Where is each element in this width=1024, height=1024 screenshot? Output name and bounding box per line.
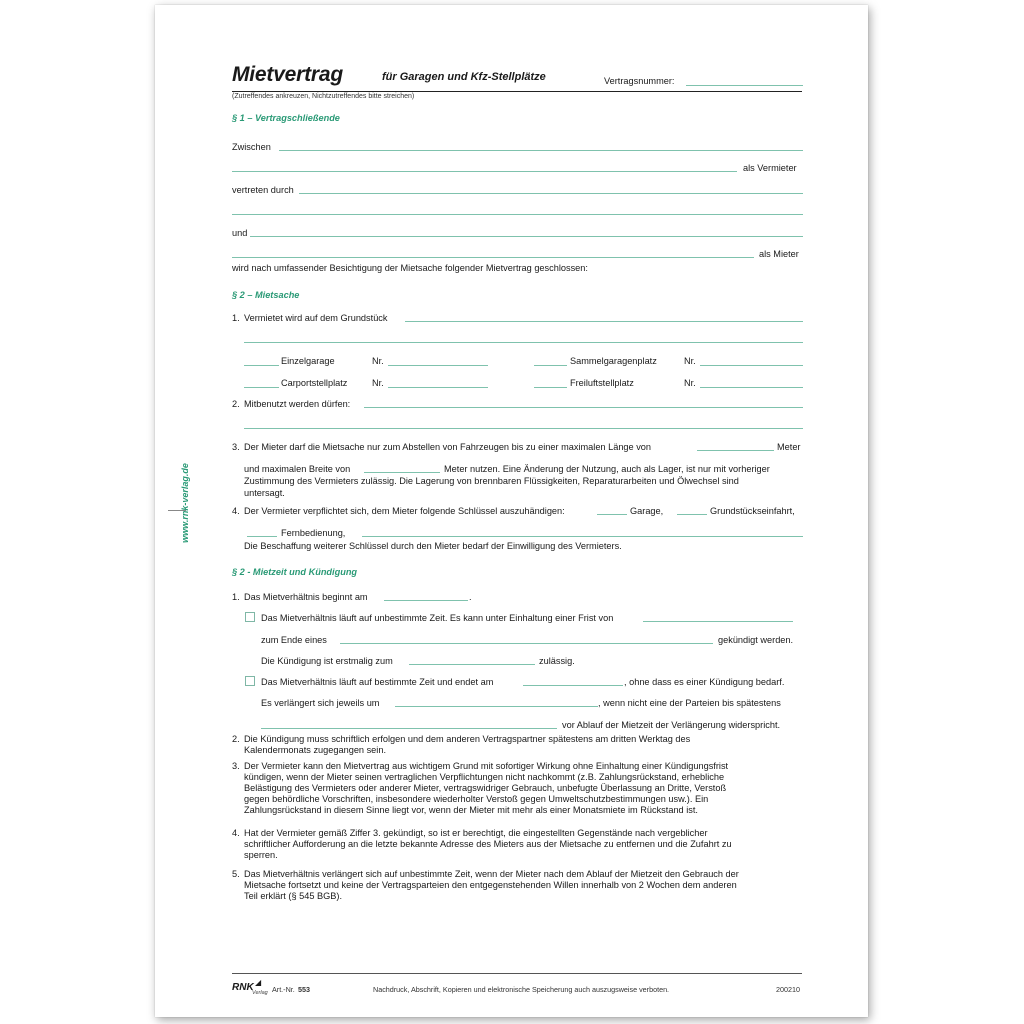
meter-label: Meter: [777, 442, 801, 452]
property-label: Vermietet wird auf dem Grundstück: [244, 313, 388, 323]
extends-post: , wenn nicht eine der Parteien bis spätestens: [598, 698, 781, 708]
unlimited-term-text: Das Mietverhältnis läuft auf unbestimmte Zeit. Es kann unter Einhaltung einer Frist von: [261, 613, 614, 623]
consent-text: Zustimmung des Vermieters zulässig. Die Lagerung von brennbaren Flüssigkeiten, Reparaturarbeiten und Ölwechsel sind: [244, 476, 739, 486]
open-space-label: Freiluftstellplatz: [570, 378, 634, 388]
tenant-field-2[interactable]: [232, 257, 754, 258]
entrance-key-count-field[interactable]: [677, 514, 707, 515]
terminated-label: gekündigt werden.: [718, 635, 794, 645]
open-space-nr-field[interactable]: [700, 387, 803, 388]
limited-term-checkbox[interactable]: [245, 676, 255, 686]
copyright-notice: Nachdruck, Abschrift, Kopieren und elektronische Speicherung auch auszugsweise verboten.: [373, 985, 670, 994]
objection-deadline-field[interactable]: [261, 728, 557, 729]
property-field-1[interactable]: [405, 321, 803, 322]
footer-rule: [232, 973, 802, 974]
garage-key-count-field[interactable]: [597, 514, 627, 515]
shared-use-field-1[interactable]: [364, 407, 803, 408]
logo-arrow-icon: ◢: [255, 978, 262, 987]
contract-number-label: Vertragsnummer:: [604, 76, 675, 86]
extra-keys-text: Die Beschaffung weiterer Schlüssel durch den Mieter bedarf der Einwilligung des Vermieters.: [244, 541, 622, 551]
nr-label: Nr.: [372, 378, 384, 388]
as-landlord-label: als Vermieter: [743, 163, 797, 173]
logo-sub: Verlag: [252, 990, 268, 996]
carport-nr-field[interactable]: [388, 387, 488, 388]
start-label: Das Mietverhältnis beginnt am: [244, 592, 368, 602]
end-date-field[interactable]: [523, 685, 623, 686]
permitted-label: zulässig.: [539, 656, 575, 666]
extends-label: Es verlängert sich jeweils um: [261, 698, 380, 708]
document-page: www.rnk-verlag.de Mietvertrag für Garagen und Kfz-Stellplätze Vertragsnummer: (Zutreffendes ankreuzen, Nichtzutreffendes bitte streichen) § 1 – Vertragschließende Zwischen als Vermieter vertreten durch und als Mieter wird nach umfassender Besichtigung der Mietsache folgender Mietvertrag geschlossen: § 2 – Mietsache 1. Vermietet wird auf dem Grundstück Einzelgarage Nr. Sammelgaragenplatz Nr. Carportstellplatz Nr. Freiluftstellplatz Nr. 2. Mitbenutzt werden dürfen: 3. Der Mieter darf die Mietsache nur zum Abstellen von Fahrzeugen bis zu einer maximalen Länge von Meter und maximalen Breite von Meter nutzen. Eine Änderung der Nutzung, auch als Lager, ist nur mit vorheriger Zustimmung des Vermieters zulässig. Die Lagerung von brennbaren Flüssigkeiten, Reparaturarbeiten und Ölwechsel sind untersagt. 4. Der Vermieter verpflichtet sich, dem Mieter folgende Schlüssel auszuhändigen: Garage, Grundstückseinfahrt, Fernbedienung, Die Beschaffung weiterer Schlüssel durch den Mieter bedarf der Einwilligung des Vermieters. § 2 - Mietzeit und Kündigung 1. Das Mietverhältnis beginnt am . Das Mietverhältnis läuft auf unbestimmte Zeit. Es kann unter Einhaltung einer Frist von zum Ende eines gekündigt werden. Die Kündigung ist erstmalig zum zulässig. Das Mietverhältnis läuft auf bestimmte Zeit und endet am , ohne dass es einer Kündigung bedarf. Es verlängert sich jeweils um , wenn nicht eine der Parteien bis spätestens vor Ablauf der Mietzeit der Verlängerung widerspricht. 2. Die Kündigung muss schriftlich erfolgen und dem anderen Vertragspartner spätestens am dritten Werktag des Kalendermonats zugegangen sein. 3. Der Vermieter kann den Mietvertrag aus wichtigem Grund mit sofortiger Wirkung ohne Einhaltung einer Kündigungsfrist kündigen, wenn der Mieter seinen vertraglichen Verpflichtungen nicht nachkommt (z.B. Zahlungsrückstand, erhebliche Belästigung des Vermieters oder anderer Mieter, vertragswidriger Gebrauch, unbefugte Überlassung an Dritte, Verstoß gegen behördliche Vorschriften, insbesondere wiederholter Verstoß gegen Umweltschutzbestimmungen usw.). Ein Zahlungsrückstand in diesem Sinne liegt vor, wenn der Mieter mit mehr als einer Monatsmiete im Rückstand ist. 4. Hat der Vermieter gemäß Ziffer 3. gekündigt, so ist er berechtigt, die eingestellten Gegenstände nach vergeblicher schriftlicher Aufforderung an die letzte bekannte Adresse des Mieters aus der Mietsache zu entfernen und die Zufahrt zu sperren. 5. Das Mietverhältnis verlängert sich auf unbestimmte Zeit, wenn der Mieter nach dem Ablauf der Mietzeit den Gebrauch der Mietsache fortsetzt und keine der Vertragsparteien den entgegenstehenden Willen innerhalb von 2 Wochen dem anderen Teil erklärt (§ 545 BGB). RNK ◢ Verlag Art.-Nr. 553 Nachdruck, Abschrift, Kopieren und elektronische Speicherung auch auszugsweise verboten. 200210: [155, 5, 868, 1017]
limited-term-text: Das Mietverhältnis läuft auf bestimmte Zeit und endet am: [261, 677, 494, 687]
single-garage-mark[interactable]: [244, 365, 279, 366]
nr-label: Nr.: [684, 378, 696, 388]
side-fold-mark: [168, 510, 186, 511]
limited-term-post: , ohne dass es einer Kündigung bedarf.: [624, 677, 785, 687]
nr-label: Nr.: [684, 356, 696, 366]
collective-garage-label: Sammelgaragenplatz: [570, 356, 657, 366]
between-label: Zwischen: [232, 142, 271, 152]
concluded-text: wird nach umfassender Besichtigung der Mietsache folgender Mietvertrag geschlossen:: [232, 263, 588, 273]
nr-label: Nr.: [372, 356, 384, 366]
single-garage-nr-field[interactable]: [388, 365, 488, 366]
notice-period-field[interactable]: [643, 621, 793, 622]
remote-label: Fernbedienung,: [281, 528, 346, 538]
remote-count-field[interactable]: [247, 536, 277, 537]
instruction-note: (Zutreffendes ankreuzen, Nichtzutreffendes bitte streichen): [232, 93, 415, 100]
collective-garage-nr-field[interactable]: [700, 365, 803, 366]
as-tenant-label: als Mieter: [759, 249, 799, 259]
section-2-heading: § 2 – Mietsache: [232, 290, 300, 300]
page-title: Mietvertrag: [232, 63, 344, 86]
shared-use-label: Mitbenutzt werden dürfen:: [244, 399, 351, 409]
max-length-field[interactable]: [697, 450, 774, 451]
vehicle-width-pre: und maximalen Breite von: [244, 464, 351, 474]
other-keys-field[interactable]: [362, 536, 803, 537]
open-space-mark[interactable]: [534, 387, 567, 388]
section-3-heading: § 2 - Mietzeit und Kündigung: [232, 567, 358, 577]
keys-text: Der Vermieter verpflichtet sich, dem Mieter folgende Schlüssel auszuhändigen:: [244, 506, 565, 516]
first-termination-date-field[interactable]: [409, 664, 535, 665]
prohibited-text: untersagt.: [244, 488, 285, 498]
unlimited-term-checkbox[interactable]: [245, 612, 255, 622]
rnk-logo: RNK: [232, 982, 254, 993]
first-termination-label: Die Kündigung ist erstmalig zum: [261, 656, 393, 666]
representative-field-2[interactable]: [232, 214, 803, 215]
single-garage-label: Einzelgarage: [281, 356, 335, 366]
representative-field-1[interactable]: [299, 193, 803, 194]
landlord-field-2[interactable]: [232, 171, 737, 172]
max-width-field[interactable]: [364, 472, 440, 473]
form-code: 200210: [776, 985, 800, 994]
landlord-field-1[interactable]: [279, 150, 803, 151]
vehicle-length-text: Der Mieter darf die Mietsache nur zum Abstellen von Fahrzeugen bis zu einer maximalen Länge von: [244, 442, 652, 452]
sidebar-url: www.rnk-verlag.de: [180, 463, 190, 543]
header-rule: [232, 91, 802, 92]
shared-use-field-2[interactable]: [244, 428, 803, 429]
item-number: 1.: [232, 592, 240, 602]
item-number: 1.: [232, 313, 240, 323]
period-unit-field[interactable]: [340, 643, 713, 644]
property-field-2[interactable]: [244, 342, 803, 343]
carport-mark[interactable]: [244, 387, 279, 388]
carport-label: Carportstellplatz: [281, 378, 348, 388]
start-date-field[interactable]: [384, 600, 468, 601]
before-end-text: vor Ablauf der Mietzeit der Verlängerung widerspricht.: [562, 720, 781, 730]
page-subtitle: für Garagen und Kfz-Stellplätze: [382, 71, 546, 83]
contract-number-field[interactable]: [686, 85, 803, 86]
item-number: 4.: [232, 506, 240, 516]
garage-key-label: Garage,: [630, 506, 664, 516]
tenant-field-1[interactable]: [250, 236, 803, 237]
vehicle-width-post: Meter nutzen. Eine Änderung der Nutzung, auch als Lager, ist nur mit vorheriger: [444, 464, 770, 474]
item-number: 2.: [232, 399, 240, 409]
section-1-heading: § 1 – Vertragschließende: [232, 113, 340, 123]
and-label: und: [232, 228, 248, 238]
collective-garage-mark[interactable]: [534, 365, 567, 366]
art-number: 553: [298, 985, 310, 994]
period-mark: .: [469, 592, 472, 602]
entrance-key-label: Grundstückseinfahrt,: [710, 506, 795, 516]
end-of-label: zum Ende eines: [261, 635, 327, 645]
item-number: 3.: [232, 442, 240, 452]
represented-by-label: vertreten durch: [232, 185, 294, 195]
extension-period-field[interactable]: [395, 706, 598, 707]
art-label: Art.-Nr.: [272, 985, 295, 994]
